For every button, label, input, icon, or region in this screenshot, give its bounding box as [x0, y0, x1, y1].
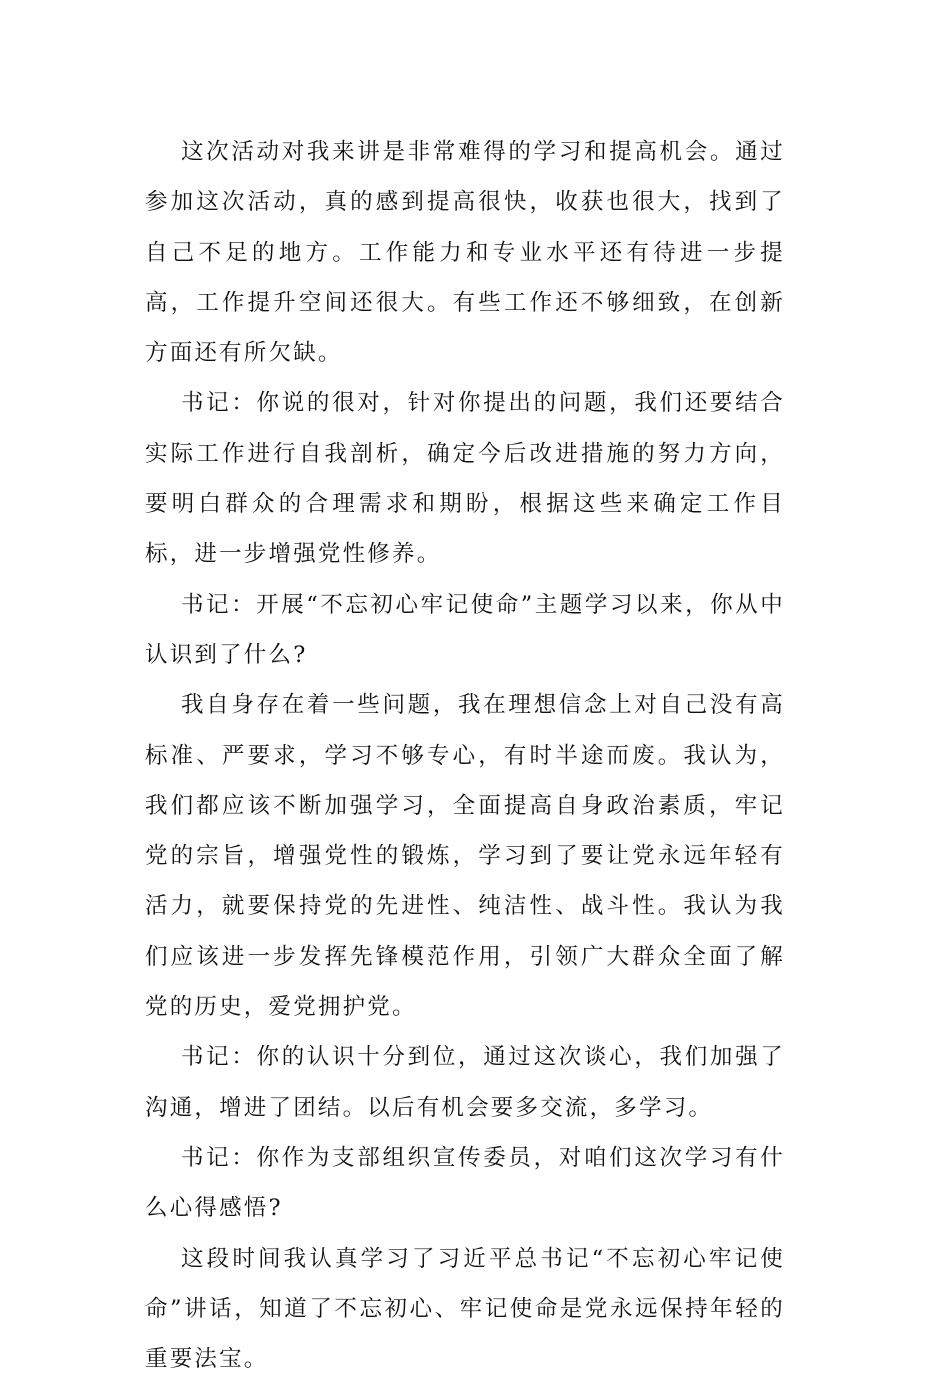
paragraph: 书记：你的认识十分到位，通过这次谈心，我们加强了沟通，增进了团结。以后有机会要多交流，多学习。 [145, 1044, 785, 1121]
paragraph: 这次活动对我来讲是非常难得的学习和提高机会。通过参加这次活动，真的感到提高很快，收获也很大，找到了自己不足的地方。工作能力和专业水平还有待进一步提高，工作提升空间还很大。有些工作还不够细致，在创新方面还有所欠缺。 [145, 139, 785, 367]
paragraph: 书记：开展“不忘初心牢记使命”主题学习以来，你从中认识到了什么? [145, 591, 785, 668]
paragraph: 书记：你作为支部组织宣传委员，对咱们这次学习有什么心得感悟? [145, 1144, 785, 1222]
paragraph: 书记：你说的很对，针对你提出的问题，我们还要结合实际工作进行自我剖析，确定今后改进措施的努力方向，要明白群众的合理需求和期盼，根据这些来确定工作目标，进一步增强党性修养。 [145, 390, 785, 568]
document-body [145, 127, 785, 1384]
paragraph: 我自身存在着一些问题，我在理想信念上对自己没有高标准、严要求，学习不够专心，有时半途而废。我认为，我们都应该不断加强学习，全面提高自身政治素质，牢记党的宗旨，增强党性的锻炼，学习到了要让党永远年轻有活力，就要保持党的先进性、纯洁性、战斗性。我认为我们应该进一步发挥先锋模范作用，引领广大群众全面了解党的历史，爱党拥护党。 [145, 692, 785, 1021]
paragraph: 这段时间我认真学习了习近平总书记“不忘初心牢记使命”讲话，知道了不忘初心、牢记使命是党永远保持年轻的重要法宝。 [145, 1245, 785, 1373]
